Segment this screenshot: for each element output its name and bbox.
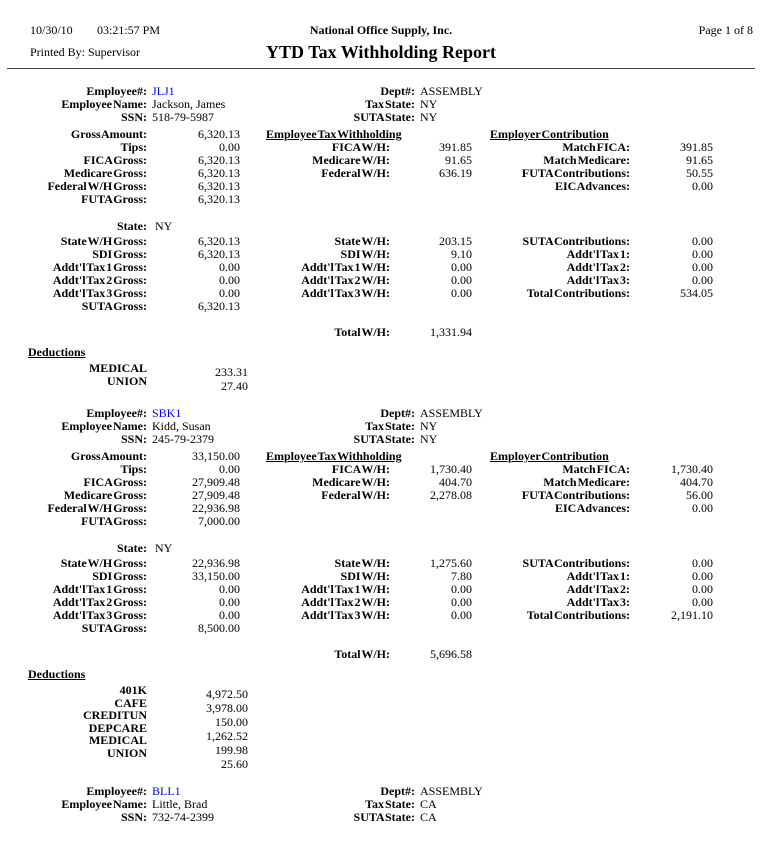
money-row: [0, 515, 762, 528]
field-value: NY: [155, 541, 173, 555]
field-label: SUTA Contributions:: [522, 234, 630, 248]
deduction-amount: 233.31: [215, 365, 248, 379]
state-row: [0, 542, 762, 555]
field-value: 391.85: [680, 140, 713, 154]
field-label: Dept#:: [380, 784, 415, 798]
field-label: Dept#:: [380, 84, 415, 98]
field-label: Tax State:: [365, 97, 415, 111]
section-header-employee-tax: Employee Tax Withholding: [266, 449, 402, 463]
field-label: Addt'l Tax 2 W/H:: [301, 595, 390, 609]
field-label: Tax State:: [365, 797, 415, 811]
deductions-section: [0, 346, 762, 393]
field-value: 50.55: [686, 166, 713, 180]
field-label: SDI W/H:: [340, 569, 390, 583]
field-value: 0.00: [219, 260, 240, 274]
field-label: Addt'l Tax 1 Gross:: [52, 260, 147, 274]
deduction-amounts: [147, 684, 248, 771]
deduction-amount: 1,262.52: [206, 729, 248, 743]
field-value: 56.00: [686, 488, 713, 502]
field-label: Match Medicare:: [543, 153, 630, 167]
field-label: SDI W/H:: [340, 247, 390, 261]
field-value: 518-79-5987: [152, 110, 214, 124]
state-row: [0, 220, 762, 233]
field-label: Addt'l Tax 1:: [566, 569, 630, 583]
deduction-name: UNION: [106, 745, 147, 760]
employee-info: [0, 85, 762, 124]
deduction-amount: 3,978.00: [206, 701, 248, 715]
field-value: 8,500.00: [198, 621, 240, 635]
field-value: 1,275.60: [430, 556, 472, 570]
deduction-name: MEDICAL: [88, 361, 147, 375]
field-label: Addt'l Tax 2 Gross:: [52, 273, 147, 287]
deduction-amounts: [147, 362, 248, 393]
deduction-amount: 150.00: [215, 715, 248, 729]
field-value: 2,278.08: [430, 488, 472, 502]
field-label: State W/H:: [334, 234, 390, 248]
field-label: FICA Gross:: [83, 153, 147, 167]
field-value: 6,320.13: [198, 153, 240, 167]
field-label: State:: [117, 541, 147, 555]
money-row: [0, 622, 762, 635]
report-time: 03:21:57 PM: [97, 23, 161, 37]
field-value: 6,320.13: [198, 234, 240, 248]
field-label: Addt'l Tax 3 Gross:: [52, 608, 147, 622]
field-value: 0.00: [692, 234, 713, 248]
deduction-names: [0, 684, 147, 771]
field-label: Employee Name:: [61, 419, 147, 433]
field-value: 0.00: [692, 556, 713, 570]
field-label: Medicare Gross:: [63, 488, 147, 502]
field-value: 0.00: [219, 286, 240, 300]
money-row: [0, 300, 762, 313]
deduction-names: [0, 362, 147, 393]
report-header: [0, 0, 762, 85]
deduction-name: CREDITUN: [82, 708, 147, 723]
field-label: FUTA Contributions:: [521, 488, 630, 502]
field-value: 0.00: [692, 247, 713, 261]
field-label: FUTA Gross:: [81, 514, 147, 528]
field-value: 6,320.13: [198, 127, 240, 141]
field-value: 0.00: [451, 608, 472, 622]
employee-block: [0, 785, 762, 824]
field-label: State W/H:: [334, 556, 390, 570]
field-value: NY: [155, 219, 173, 233]
field-label: State W/H Gross:: [60, 234, 147, 248]
field-label: Employee#:: [86, 784, 147, 798]
info-row: [0, 811, 762, 824]
field-label: Medicare W/H:: [312, 475, 390, 489]
field-value: 0.00: [451, 595, 472, 609]
page-indicator: Page 1 of 8: [698, 23, 753, 37]
field-value: ASSEMBLY: [420, 406, 483, 420]
deductions-list: [0, 684, 762, 771]
deduction-amount: 4,972.50: [206, 687, 248, 701]
report-title: YTD Tax Withholding Report: [266, 42, 496, 62]
field-label: Addt'l Tax 1 Gross:: [52, 582, 147, 596]
field-value: 732-74-2399: [152, 810, 214, 824]
field-value: CA: [420, 797, 437, 811]
field-value: 404.70: [439, 475, 472, 489]
federal-tax-grid: [0, 128, 762, 206]
field-value: ASSEMBLY: [420, 84, 483, 98]
field-value: 1,730.40: [430, 462, 472, 476]
deduction-name: MEDICAL: [88, 733, 147, 748]
deduction-amount: 25.60: [221, 757, 248, 771]
field-value: 0.00: [219, 273, 240, 287]
report-date: 10/30/10: [30, 23, 73, 37]
info-row: [0, 111, 762, 124]
deduction-amount: 199.98: [215, 743, 248, 757]
field-label: Employee Name:: [61, 797, 147, 811]
field-label: Federal W/H:: [321, 488, 390, 502]
field-value: Jackson, James: [152, 97, 226, 111]
field-value: 0.00: [692, 595, 713, 609]
field-label: Federal W/H Gross:: [47, 501, 147, 515]
deduction-name: UNION: [106, 373, 147, 388]
field-label: SUTA State:: [353, 810, 415, 824]
field-label: Total Contributions:: [526, 608, 630, 622]
deductions-list: [0, 362, 762, 393]
field-value: 534.05: [680, 286, 713, 300]
field-label: Tax State:: [365, 419, 415, 433]
field-value: 0.00: [219, 595, 240, 609]
employee-info: [0, 785, 762, 824]
field-label: Employee#:: [86, 84, 147, 98]
field-label: Addt'l Tax 3:: [566, 595, 630, 609]
field-label: EIC Advances:: [554, 501, 630, 515]
field-label: FICA Gross:: [83, 475, 147, 489]
field-value: 22,936.98: [192, 556, 240, 570]
field-value: 33,150.00: [192, 449, 240, 463]
deductions-header: Deductions: [28, 667, 86, 681]
field-value: 0.00: [692, 273, 713, 287]
field-label: Addt'l Tax 2:: [566, 260, 630, 274]
field-label: EIC Advances:: [554, 179, 630, 193]
section-header-employer-contribution: Employer Contribution: [490, 449, 609, 463]
field-label: Match FICA:: [562, 140, 630, 154]
field-label: Addt'l Tax 3 W/H:: [301, 286, 390, 300]
total-value: 5,696.58: [430, 647, 472, 661]
field-label: SUTA State:: [353, 110, 415, 124]
field-value: 27,909.48: [192, 475, 240, 489]
field-value: 245-79-2379: [152, 432, 214, 446]
employee-number-link[interactable]: JLJ1: [152, 84, 175, 98]
field-label: Dept#:: [380, 406, 415, 420]
field-value: 0.00: [692, 260, 713, 274]
field-value: 7,000.00: [198, 514, 240, 528]
field-label: Addt'l Tax 3 W/H:: [301, 608, 390, 622]
field-label: SUTA State:: [353, 432, 415, 446]
field-label: Match Medicare:: [543, 475, 630, 489]
report-body: [0, 85, 762, 838]
field-value: 0.00: [451, 273, 472, 287]
state-tax-grid: [0, 557, 762, 635]
printed-by: Printed By: Supervisor: [30, 45, 140, 59]
field-label: State:: [117, 219, 147, 233]
field-label: Tips:: [120, 140, 147, 154]
field-label: Addt'l Tax 1:: [566, 247, 630, 261]
field-value: ASSEMBLY: [420, 784, 483, 798]
field-value: NY: [420, 97, 438, 111]
money-row: [0, 193, 762, 206]
field-value: Little, Brad: [152, 797, 208, 811]
field-value: 6,320.13: [198, 166, 240, 180]
field-label: Employee#:: [86, 406, 147, 420]
total-row: [0, 326, 762, 339]
field-value: 203.15: [439, 234, 472, 248]
field-value: 0.00: [692, 179, 713, 193]
field-value: 91.65: [686, 153, 713, 167]
field-value: 22,936.98: [192, 501, 240, 515]
field-value: 0.00: [219, 140, 240, 154]
field-value: 7.80: [451, 569, 472, 583]
deductions-header: Deductions: [28, 345, 86, 359]
field-label: FICA W/H:: [331, 462, 390, 476]
employee-number-link[interactable]: SBK1: [152, 406, 182, 420]
field-label: SUTA Gross:: [81, 621, 147, 635]
deduction-name: CAFE: [114, 695, 147, 710]
field-value: 404.70: [680, 475, 713, 489]
field-value: 636.19: [439, 166, 472, 180]
federal-tax-grid: [0, 450, 762, 528]
field-value: 0.00: [219, 582, 240, 596]
header-rule: [7, 68, 755, 69]
field-label: Total Contributions:: [526, 286, 630, 300]
field-value: 0.00: [219, 462, 240, 476]
field-label: SDI Gross:: [92, 569, 147, 583]
field-value: 91.65: [445, 153, 472, 167]
field-label: Federal W/H:: [321, 166, 390, 180]
field-value: 1,730.40: [671, 462, 713, 476]
field-value: 0.00: [451, 260, 472, 274]
field-value: NY: [420, 110, 438, 124]
employee-block: [0, 407, 762, 771]
field-value: CA: [420, 810, 437, 824]
field-value: 9.10: [451, 247, 472, 261]
field-label: SUTA Gross:: [81, 299, 147, 313]
field-label: SSN:: [120, 110, 147, 124]
field-value: 0.00: [451, 582, 472, 596]
field-value: 0.00: [451, 286, 472, 300]
total-label: Total W/H:: [334, 647, 390, 661]
field-value: 0.00: [692, 501, 713, 515]
field-label: FICA W/H:: [331, 140, 390, 154]
field-label: Addt'l Tax 2 W/H:: [301, 273, 390, 287]
employee-number-link[interactable]: BLL1: [152, 784, 181, 798]
field-value: 27,909.48: [192, 488, 240, 502]
field-label: Addt'l Tax 3:: [566, 273, 630, 287]
field-label: Employee Name:: [61, 97, 147, 111]
field-label: SSN:: [120, 810, 147, 824]
field-label: Gross Amount:: [70, 127, 147, 141]
field-label: Match FICA:: [562, 462, 630, 476]
deduction-name: 401K: [119, 683, 147, 697]
total-row: [0, 648, 762, 661]
deduction-name: DEP CARE: [88, 720, 147, 735]
section-header-employee-tax: Employee Tax Withholding: [266, 127, 402, 141]
field-value: NY: [420, 419, 438, 433]
field-value: 0.00: [692, 582, 713, 596]
field-label: Medicare W/H:: [312, 153, 390, 167]
field-label: State W/H Gross:: [60, 556, 147, 570]
field-label: Addt'l Tax 1 W/H:: [301, 260, 390, 274]
field-value: 33,150.00: [192, 569, 240, 583]
total-value: 1,331.94: [430, 325, 472, 339]
field-value: 2,191.10: [671, 608, 713, 622]
deductions-section: [0, 668, 762, 771]
field-value: 391.85: [439, 140, 472, 154]
employee-block: [0, 85, 762, 393]
field-value: 0.00: [692, 569, 713, 583]
field-label: Tips:: [120, 462, 147, 476]
field-value: 6,320.13: [198, 299, 240, 313]
field-label: FUTA Contributions:: [521, 166, 630, 180]
field-label: FUTA Gross:: [81, 192, 147, 206]
company-name: National Office Supply, Inc.: [309, 23, 453, 37]
field-label: Addt'l Tax 3 Gross:: [52, 286, 147, 300]
section-header-employer-contribution: Employer Contribution: [490, 127, 609, 141]
total-label: Total W/H:: [334, 325, 390, 339]
field-label: Addt'l Tax 2:: [566, 582, 630, 596]
field-value: 6,320.13: [198, 247, 240, 261]
field-value: 0.00: [219, 608, 240, 622]
deduction-amount: 27.40: [221, 379, 248, 393]
field-label: Addt'l Tax 2 Gross:: [52, 595, 147, 609]
field-value: Kidd, Susan: [152, 419, 211, 433]
field-label: SDI Gross:: [92, 247, 147, 261]
state-tax-grid: [0, 235, 762, 313]
field-value: NY: [420, 432, 438, 446]
info-row: [0, 433, 762, 446]
field-label: Medicare Gross:: [63, 166, 147, 180]
field-label: SSN:: [120, 432, 147, 446]
field-value: 6,320.13: [198, 192, 240, 206]
field-label: Gross Amount:: [70, 449, 147, 463]
field-label: SUTA Contributions:: [522, 556, 630, 570]
employee-info: [0, 407, 762, 446]
field-value: 6,320.13: [198, 179, 240, 193]
field-label: Addt'l Tax 1 W/H:: [301, 582, 390, 596]
field-label: Federal W/H Gross:: [47, 179, 147, 193]
